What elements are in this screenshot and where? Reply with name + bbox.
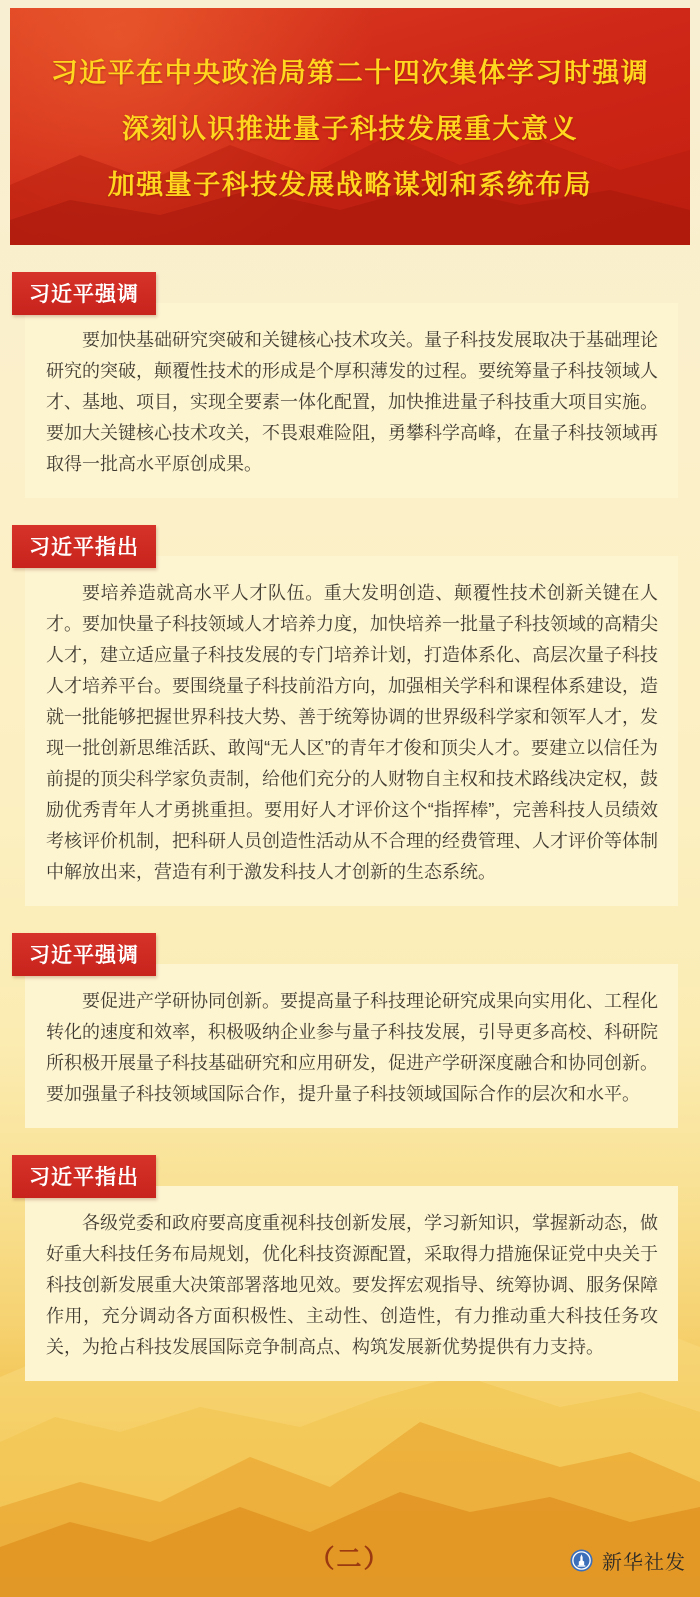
page-number: （二） (309, 1545, 391, 1573)
header-title-line-1: 习近平在中央政治局第二十四次集体学习时强调 (50, 58, 650, 88)
credit-line (570, 1546, 686, 1575)
header-title-line-3: 加强量子科技发展战略谋划和系统布局 (107, 170, 593, 200)
header-title-line-2: 深刻认识推进量子科技发展重大意义 (122, 114, 578, 144)
section-emphasized-1 (25, 272, 678, 498)
section-pointed-out-1 (25, 525, 678, 906)
section-body-text: 要促进产学研协同创新。要提高量子科技理论研究成果向实用化、工程化转化的速度和效率，积极吸纳企业参与量子科技发展，引导更多高校、科研院所积极开展量子科技基础研究和应用研发，促进产学研深度融合和协同创新。要加强量子科技领域国际合作，提升量子科技领域国际合作的层次和水平。 (46, 991, 658, 1104)
credit-text: 新华社发 (602, 1552, 686, 1574)
section-body-text: 要加快基础研究突破和关键核心技术攻关。量子科技发展取决于基础理论研究的突破，颠覆性技术的形成是个厚积薄发的过程。要统筹量子科技领域人才、基地、项目，实现全要素一体化配置，加快推进量子科技重大项目实施。要加大关键核心技术攻关，不畏艰难险阻，勇攀科学高峰，在量子科技领域再取得一批高水平原创成果。 (46, 330, 658, 474)
poster (0, 8, 700, 1381)
header-banner (10, 8, 690, 245)
section-panel (25, 303, 678, 498)
section-badge: 习近平强调 (12, 272, 156, 315)
section-panel (25, 556, 678, 906)
section-body-text: 各级党委和政府要高度重视科技创新发展，学习新知识，掌握新动态，做好重大科技任务布局规划，优化科技资源配置，采取得力措施保证党中央关于科技创新发展重大决策部署落地见效。要发挥宏观指导、统筹协调、服务保障作用，充分调动各方面积极性、主动性、创造性，有力推动重大科技任务攻关，为抢占科技发展国际竞争制高点、构筑发展新优势提供有力支持。 (46, 1213, 658, 1357)
section-emphasized-2 (25, 933, 678, 1128)
section-badge: 习近平指出 (12, 1155, 156, 1198)
section-panel (25, 964, 678, 1128)
xinhua-logo-icon (570, 1549, 593, 1572)
section-panel (25, 1186, 678, 1381)
section-badge: 习近平指出 (12, 525, 156, 568)
section-body-text: 要培养造就高水平人才队伍。重大发明创造、颠覆性技术创新关键在人才。要加快量子科技领域人才培养力度，加快培养一批量子科技领域的高精尖人才，建立适应量子科技发展的专门培养计划，打造体系化、高层次量子科技人才培养平台。要围绕量子科技前沿方向，加强相关学科和课程体系建设，造就一批能够把握世界科技大势、善于统筹协调的世界级科学家和领军人才，发现一批创新思维活跃、敢闯“无人区”的青年才俊和顶尖人才。要建立以信任为前提的顶尖科学家负责制，给他们充分的人财物自主权和技术路线决定权，鼓励优秀青年人才勇挑重担。要用好人才评价这个“指挥棒”，完善科技人员绩效考核评价机制，把科研人员创造性活动从不合理的经费管理、人才评价等体制中解放出来，营造有利于激发科技人才创新的生态系统。 (46, 583, 658, 882)
section-badge: 习近平强调 (12, 933, 156, 976)
section-pointed-out-2 (25, 1155, 678, 1381)
